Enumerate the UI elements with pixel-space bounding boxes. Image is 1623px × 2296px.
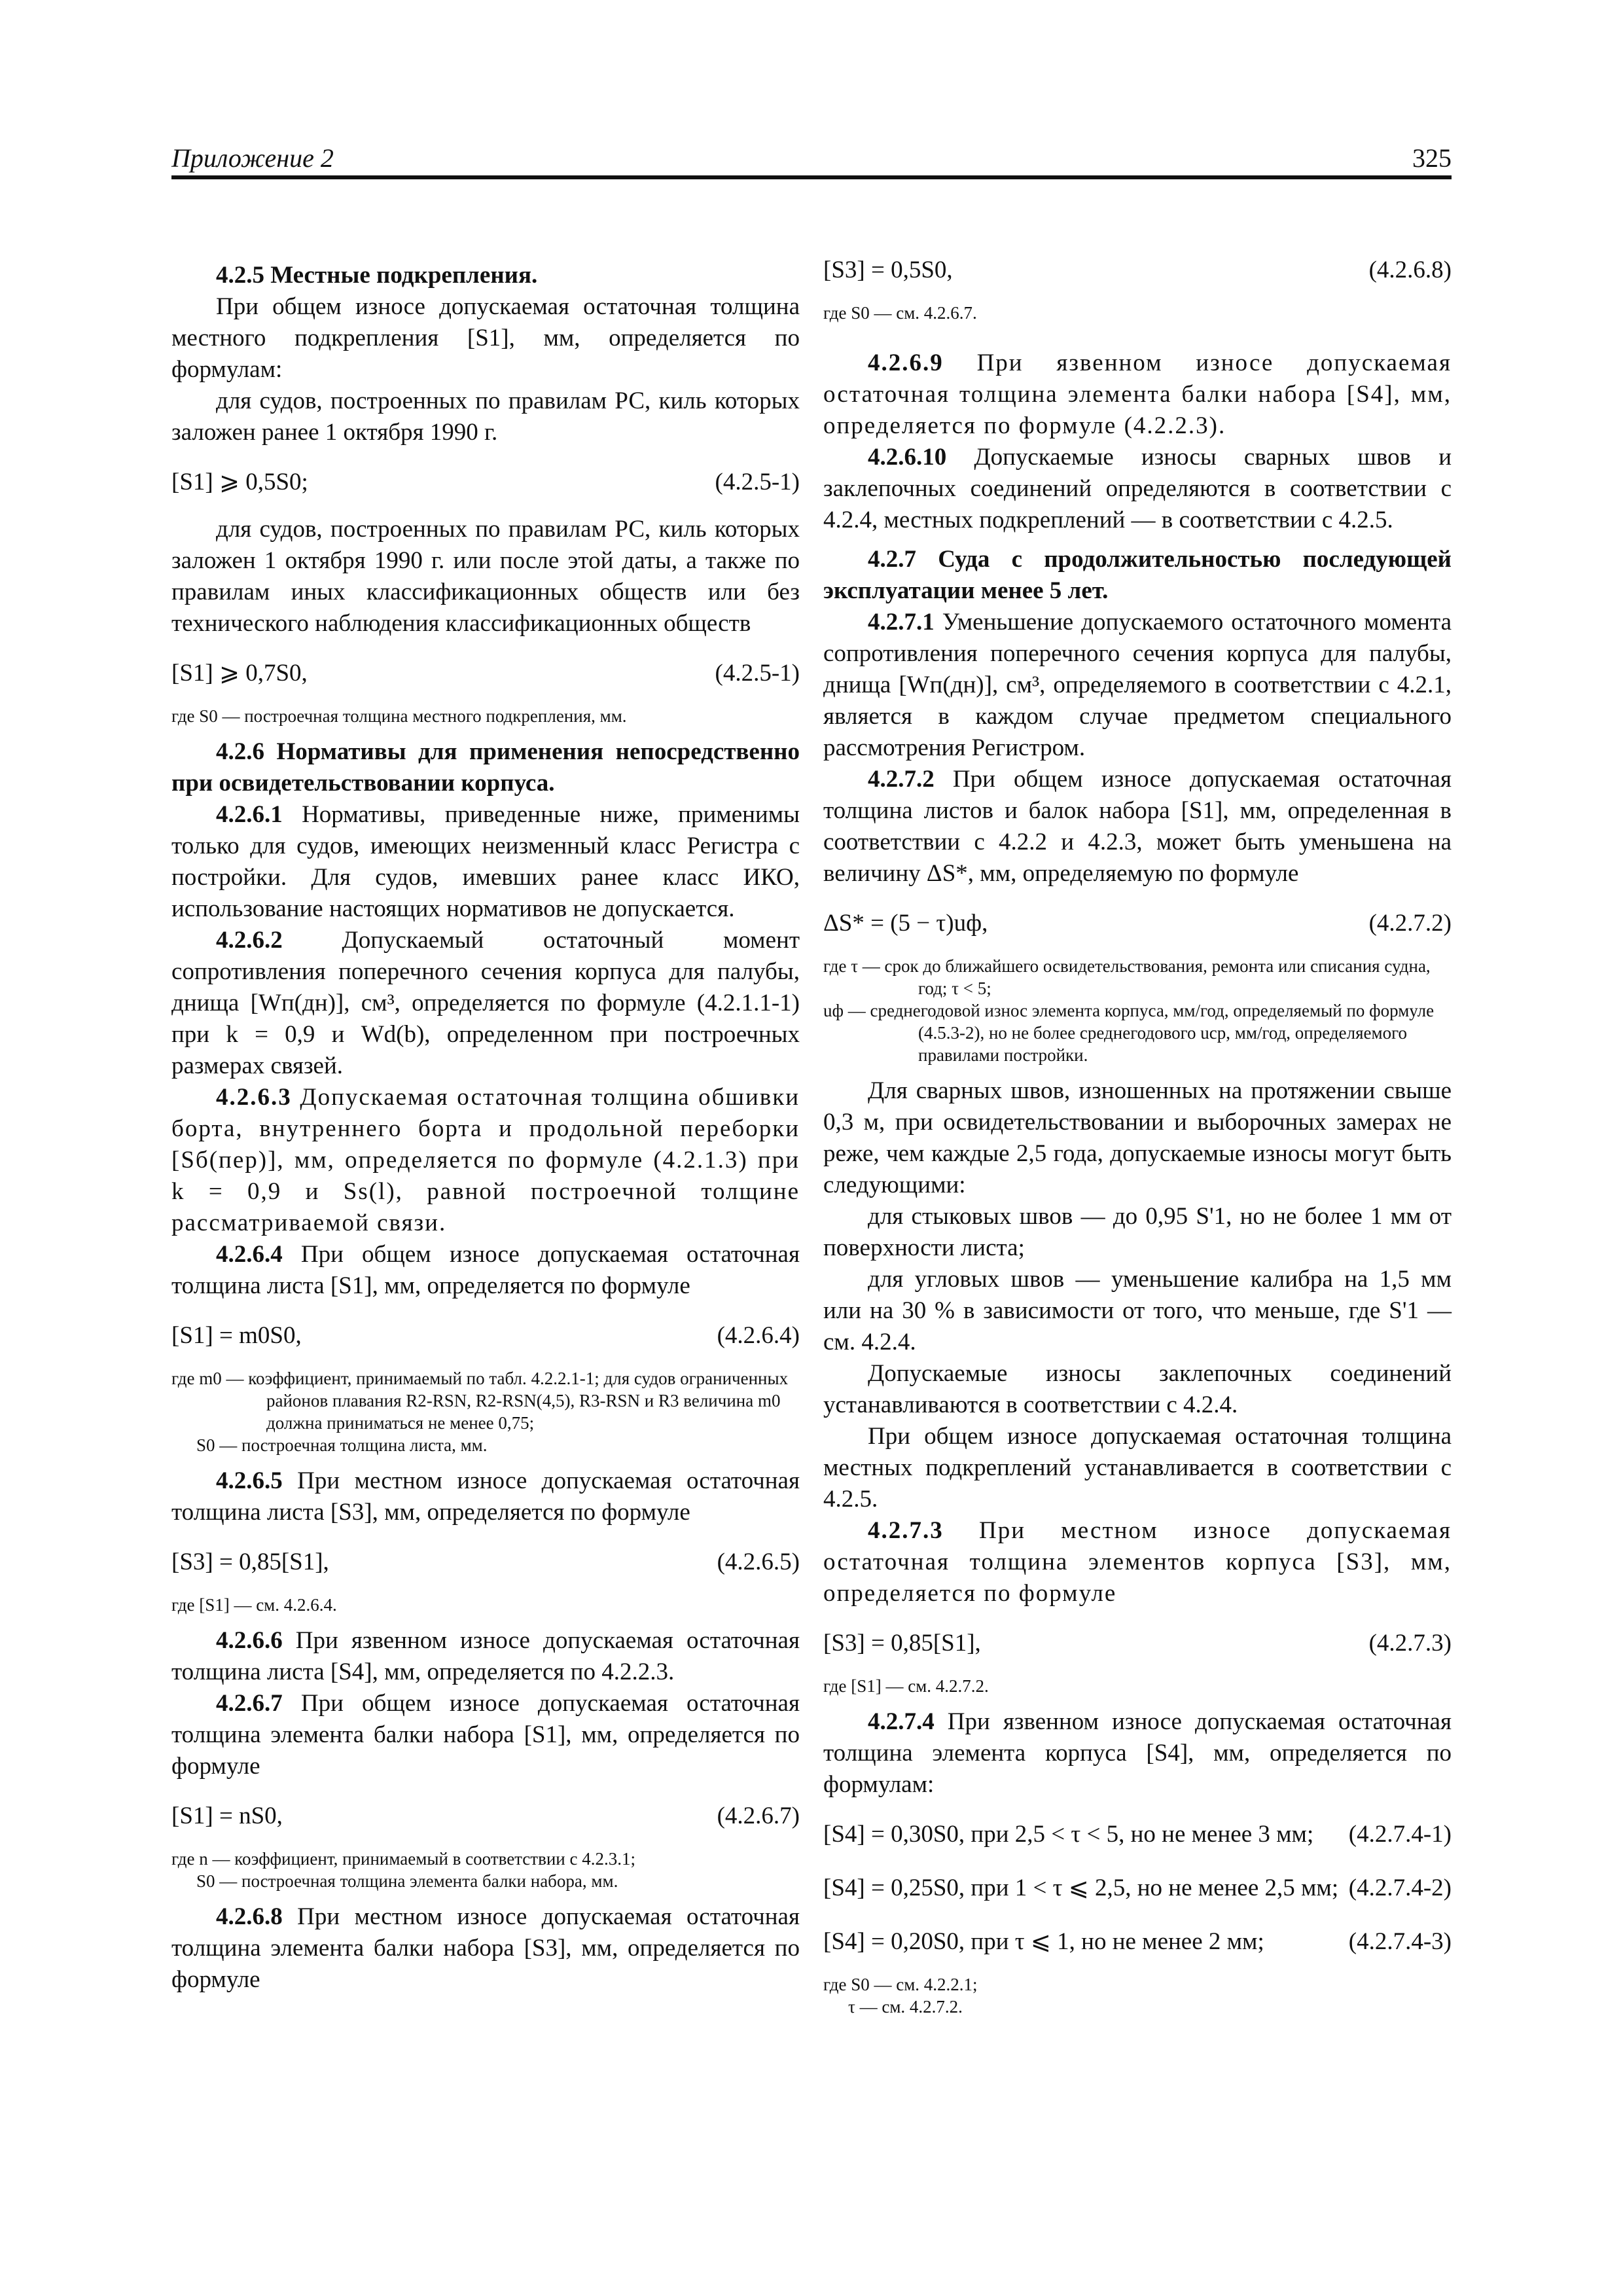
- where-item: где m0 — коэффициент, принимаемый по табл. 4.2.2.1-1; для судов ограниченных районов плавания R2-RSN, R2-RSN(4,5), R3-RSN и R3 величина m0 должна приниматься не менее 0,75;: [171, 1369, 789, 1433]
- formula-number: (4.2.7.4-3): [1348, 1928, 1452, 1955]
- paragraph: [171, 925, 800, 1082]
- clause-text: При местном износе допускаемая остаточная толщина элемента балки набора [S3], мм, определяется по формуле: [171, 1903, 800, 1993]
- formula: [171, 1318, 800, 1355]
- paragraph: для угловых швов — уменьшение калибра на 1,5 мм или на 30 % в зависимости от того, что меньше, где S'1 — см. 4.2.4.: [823, 1266, 1452, 1355]
- left-column: [171, 252, 800, 1996]
- formula-expression: [S4] = 0,20S0, при τ ⩽ 1, но не менее 2 мм;: [823, 1928, 1264, 1955]
- paragraph: для судов, построенных по правилам РС, киль которых заложен ранее 1 октября 1990 г.: [171, 387, 800, 446]
- clause-number: 4.2.6.5: [216, 1467, 283, 1494]
- page-header: [171, 143, 1452, 179]
- formula-number: (4.2.7.4-1): [1348, 1821, 1452, 1848]
- clause-number: 4.2.7.4: [868, 1708, 935, 1735]
- where-item: S0 — построечная толщина листа, мм.: [196, 1435, 488, 1455]
- formula: [823, 252, 1452, 290]
- formula-expression: [S4] = 0,30S0, при 2,5 < τ < 5, но не менее 3 мм;: [823, 1821, 1314, 1848]
- formula-number: (4.2.7.3): [1368, 1630, 1452, 1657]
- formula-expression: [S1] = nS0,: [171, 1803, 283, 1829]
- where-clause: где S0 — построечная толщина местного подкрепления, мм.: [171, 706, 627, 726]
- formula: [171, 655, 800, 693]
- clause-number: 4.2.7.2: [868, 766, 935, 793]
- formula-number: (4.2.7.4-2): [1348, 1874, 1452, 1901]
- where-clause: где S0 — см. 4.2.6.7.: [823, 303, 977, 323]
- formula-expression: [S3] = 0,85[S1],: [171, 1549, 329, 1575]
- formula-number: (4.2.5-1): [715, 660, 800, 687]
- paragraph: [823, 607, 1452, 764]
- clause-number: 4.2.6.2: [216, 927, 283, 954]
- where-item: S0 — построечная толщина элемента балки набора, мм.: [196, 1871, 618, 1891]
- clause-text: Нормативы, приведенные ниже, применимы только для судов, имеющих неизменный класс Регистра с постройки. Для судов, имевших ранее класс ИКО, использование настоящих нормативов не допускается.: [171, 801, 800, 922]
- clause-text: При язвенном износе допускаемая остаточная толщина элемента корпуса [S4], мм, определяется по формулам:: [823, 1708, 1452, 1798]
- paragraph: [823, 348, 1452, 442]
- right-column: [823, 252, 1452, 2027]
- clause-text: При общем износе допускаемая остаточная толщина элемента балки набора [S1], мм, определяется по формуле: [171, 1690, 800, 1780]
- paragraph: Для сварных швов, изношенных на протяжении свыше 0,3 м, при освидетельствовании и выборочных замерах не реже, чем каждые 2,5 года, допускаемые износы могут быть следующими:: [823, 1077, 1452, 1198]
- paragraph: [171, 799, 800, 925]
- formula-number: (4.2.5-1): [715, 469, 800, 495]
- formula-expression: [S1] ⩾ 0,5S0;: [171, 469, 308, 495]
- formula: [823, 1625, 1452, 1663]
- formula-expression: [S4] = 0,25S0, при 1 < τ ⩽ 2,5, но не менее 2,5 мм;: [823, 1874, 1339, 1901]
- formula-expression: [S3] = 0,85[S1],: [823, 1630, 981, 1657]
- clause-number: 4.2.6.10: [868, 444, 947, 471]
- clause-text: Допускаемая остаточная толщина обшивки борта, внутреннего борта и продольной переборки [Sб(пер)], мм, определяется по формуле (4.2.1.3) при k = 0,9 и Ss(l), равной построечной толщине рассматриваемой связи.: [171, 1084, 800, 1236]
- clause-number: 4.2.6.9: [868, 350, 944, 376]
- formula-number: (4.2.6.8): [1368, 257, 1452, 283]
- clause-number: 4.2.6.1: [216, 801, 283, 828]
- paragraph: для судов, построенных по правилам РС, киль которых заложен 1 октября 1990 г. или после этой даты, а также по правилам иных классификационных обществ или без технического наблюдения классификационных обществ: [171, 516, 800, 637]
- formula: [171, 464, 800, 502]
- where-item: где τ — срок до ближайшего освидетельствования, ремонта или списания судна, год; τ < 5;: [823, 956, 1431, 998]
- clause-number: 4.2.7.1: [868, 609, 935, 636]
- paragraph: [823, 1515, 1452, 1609]
- clause-text: Уменьшение допускаемого остаточного момента сопротивления поперечного сечения корпуса для палубы, днища [Wп(дн)], см³, определяемого в соответствии с 4.2.1, является в каждом случае предметом специального рассмотрения Регистром.: [823, 609, 1452, 761]
- clause-number: 4.2.6.4: [216, 1241, 283, 1268]
- paragraph: [171, 1239, 800, 1302]
- clause-text: При язвенном износе допускаемая остаточная толщина листа [S4], мм, определяется по 4.2.2.3.: [171, 1627, 800, 1685]
- clause-number: 4.2.7.3: [868, 1517, 944, 1544]
- paragraph: [171, 1465, 800, 1528]
- paragraph: для стыковых швов — до 0,95 S'1, но не более 1 мм от поверхности листа;: [823, 1203, 1452, 1261]
- formula-expression: [S3] = 0,5S0,: [823, 257, 953, 283]
- paragraph: [823, 764, 1452, 889]
- clause-number: 4.2.6.7: [216, 1690, 283, 1717]
- formula: [171, 1798, 800, 1836]
- formula-expression: [S1] = m0S0,: [171, 1322, 302, 1349]
- formula: [823, 1870, 1452, 1908]
- paragraph: Допускаемые износы заклепочных соединений устанавливаются в соответствии с 4.2.4.: [823, 1360, 1452, 1418]
- where-item: где S0 — см. 4.2.2.1;: [823, 1975, 978, 1994]
- where-clause: [823, 955, 1452, 1066]
- clause-text: При общем износе допускаемая остаточная толщина листа [S1], мм, определяется по формуле: [171, 1241, 800, 1299]
- paragraph: [171, 1625, 800, 1688]
- formula-expression: ΔS* = (5 − τ)uф,: [823, 910, 988, 937]
- formula-number: (4.2.6.5): [717, 1549, 800, 1575]
- clause-number: 4.2.6.6: [216, 1627, 283, 1654]
- paragraph: [823, 442, 1452, 536]
- where-clause: где [S1] — см. 4.2.7.2.: [823, 1676, 989, 1696]
- where-clause: [171, 1848, 800, 1892]
- formula: [171, 1544, 800, 1582]
- clause-text: При язвенном износе допускаемая остаточная толщина элемента балки набора [S4], мм, определяется по формуле (4.2.2.3).: [823, 350, 1452, 439]
- page-number: 325: [1412, 143, 1452, 173]
- formula-number: (4.2.7.2): [1368, 910, 1452, 937]
- formula: [823, 1816, 1452, 1854]
- formula: [823, 905, 1452, 943]
- where-clause: [171, 1367, 800, 1456]
- formula-number: (4.2.6.7): [717, 1803, 800, 1829]
- clause-text: При местном износе допускаемая остаточная толщина элементов корпуса [S3], мм, определяется по формуле: [823, 1517, 1452, 1607]
- section-4-2-6-title: 4.2.6 Нормативы для применения непосредственно при освидетельствовании корпуса.: [171, 738, 800, 797]
- paragraph: [823, 1706, 1452, 1801]
- formula: [823, 1924, 1452, 1962]
- paragraph: [171, 1901, 800, 1996]
- clause-text: При общем износе допускаемая остаточная толщина листов и балок набора [S1], мм, определенная в соответствии с 4.2.2 и 4.2.3, может быть уменьшена на величину ΔS*, мм, определяемую по формуле: [823, 766, 1452, 887]
- running-title: Приложение 2: [171, 143, 334, 173]
- paragraph: При общем износе допускаемая остаточная толщина местных подкреплений устанавливается в соответствии с 4.2.5.: [823, 1423, 1452, 1513]
- paragraph: При общем износе допускаемая остаточная толщина местного подкрепления [S1], мм, определяется по формулам:: [171, 293, 800, 383]
- where-item: uф — среднегодовой износ элемента корпуса, мм/год, определяемый по формуле (4.5.3-2), но не более среднегодового uср, мм/год, определяемого правилами постройки.: [823, 1001, 1435, 1065]
- section-4-2-5-title: 4.2.5 Местные подкрепления.: [216, 262, 538, 289]
- paragraph: [171, 1082, 800, 1239]
- section-4-2-7-title: 4.2.7 Суда с продолжительностью последующей эксплуатации менее 5 лет.: [823, 546, 1452, 604]
- formula-number: (4.2.6.4): [717, 1322, 800, 1349]
- where-item: где n — коэффициент, принимаемый в соответствии с 4.2.3.1;: [171, 1849, 635, 1869]
- clause-number: 4.2.6.3: [216, 1084, 292, 1111]
- where-clause: [823, 1973, 1452, 2018]
- clause-text: При местном износе допускаемая остаточная толщина листа [S3], мм, определяется по формуле: [171, 1467, 800, 1526]
- where-item: τ — см. 4.2.7.2.: [848, 1997, 963, 2017]
- formula-expression: [S1] ⩾ 0,7S0,: [171, 660, 308, 687]
- clause-number: 4.2.6.8: [216, 1903, 283, 1930]
- clause-text: Допускаемый остаточный момент сопротивления поперечного сечения корпуса для палубы, днища [Wп(дн)], см³, определяется по формуле (4.2.1.1-1) при k = 0,9 и Wd(b), определенном при построечных размерах связей.: [171, 927, 800, 1079]
- clause-text: Допускаемые износы сварных швов и заклепочных соединений определяются в соответствии с 4.2.4, местных подкреплений — в соответствии с 4.2.5.: [823, 444, 1452, 533]
- where-clause: где [S1] — см. 4.2.6.4.: [171, 1595, 337, 1615]
- paragraph: [171, 1688, 800, 1782]
